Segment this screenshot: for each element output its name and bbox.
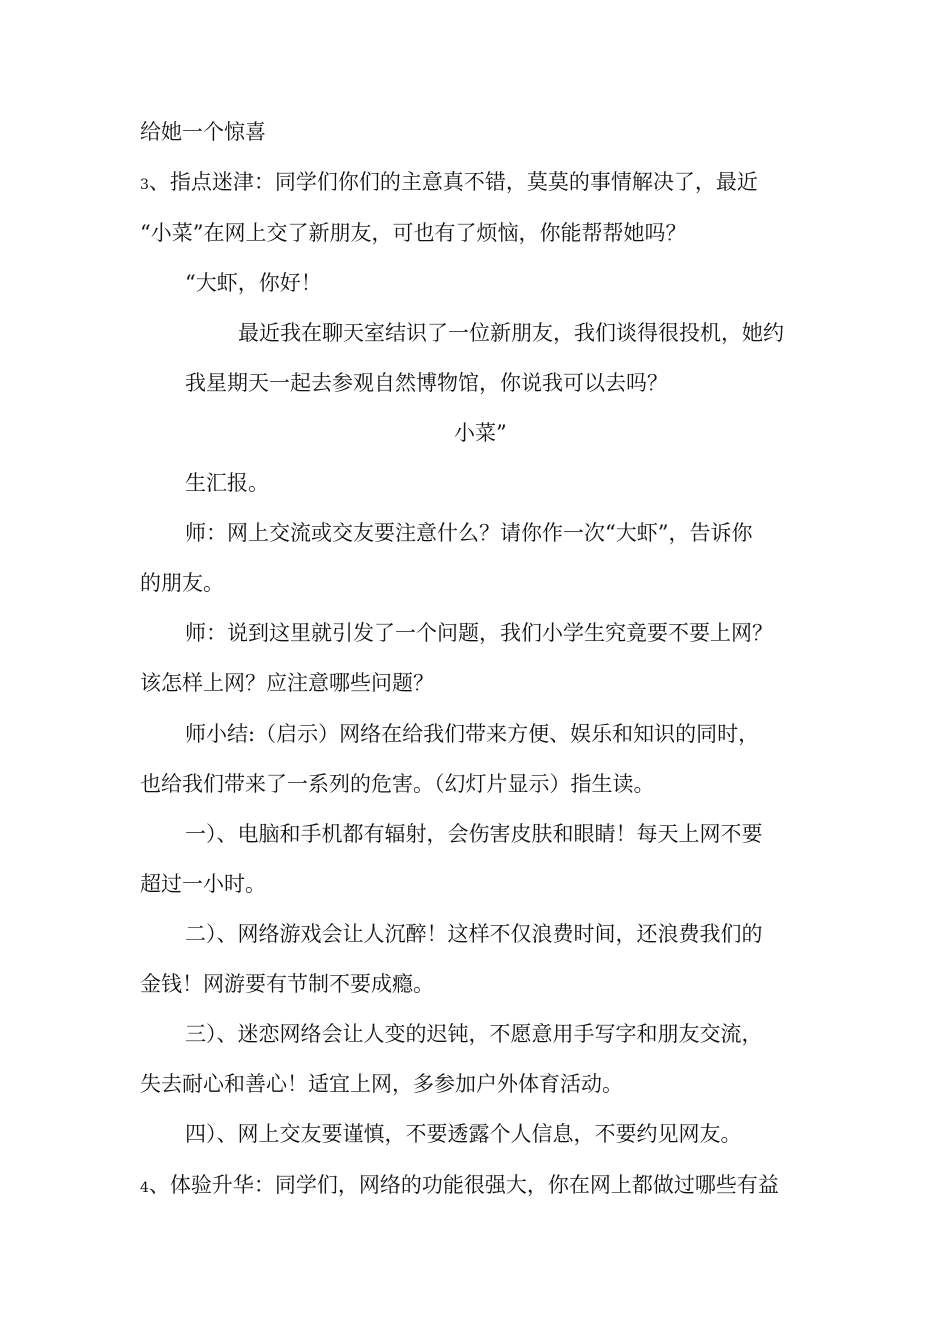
text-line-18: 金钱！网游要有节制不要成瘾。: [140, 972, 434, 996]
text-line-3: “小菜”在网上交了新朋友，可也有了烦恼，你能帮帮她吗？: [140, 221, 687, 245]
step-number-4: 4: [140, 1180, 149, 1196]
text-line-15: 一）、电脑和手机都有辐射，会伤害皮肤和眼睛！每天上网不要: [185, 822, 763, 846]
step-number-3: 3: [140, 177, 149, 193]
text-line-19: 三）、迷恋网络会让人变的迟钝，不愿意用手写字和朋友交流，: [185, 1022, 763, 1046]
text-line-21: 四）、网上交友要谨慎，不要透露个人信息，不要约见网友。: [185, 1122, 742, 1146]
text-line-2-body: 、指点迷津：同学们你们的主意真不错，莫莫的事情解决了，最近: [148, 170, 758, 194]
text-line-20: 失去耐心和善心！适宜上网，多参加户外体育活动。: [140, 1072, 623, 1096]
text-line-8: 生汇报。: [185, 471, 269, 495]
text-line-1: 给她一个惊喜: [140, 120, 266, 144]
text-line-6: 我星期天一起去参观自然博物馆，你说我可以去吗？: [185, 371, 668, 395]
text-line-12: 该怎样上网？应注意哪些问题？: [140, 671, 434, 695]
text-line-11: 师：说到这里就引发了一个问题，我们小学生究竟要不要上网？: [185, 621, 773, 645]
text-line-10: 的朋友。: [140, 571, 224, 595]
text-line-5: 最近我在聊天室结识了一位新朋友，我们谈得很投机，她约: [238, 321, 784, 345]
text-line-13: 师小结:（启示）网络在给我们带来方便、娱乐和知识的同时，: [185, 722, 760, 746]
text-line-2: [140, 167, 758, 200]
text-line-22-body: 、体验升华：同学们，网络的功能很强大，你在网上都做过哪些有益: [148, 1173, 779, 1197]
text-line-4: “大虾，你好！: [185, 271, 322, 295]
text-line-22: [140, 1170, 779, 1203]
text-line-17: 二）、网络游戏会让人沉醉！这样不仅浪费时间，还浪费我们的: [185, 922, 763, 946]
text-line-16: 超过一小时。: [140, 872, 266, 896]
text-line-7: 小菜”: [454, 421, 507, 445]
text-line-14: 也给我们带来了一系列的危害。（幻灯片显示）指生读。: [140, 772, 655, 796]
text-line-9: 师：网上交流或交友要注意什么？请你作一次“大虾”，告诉你: [185, 521, 753, 545]
